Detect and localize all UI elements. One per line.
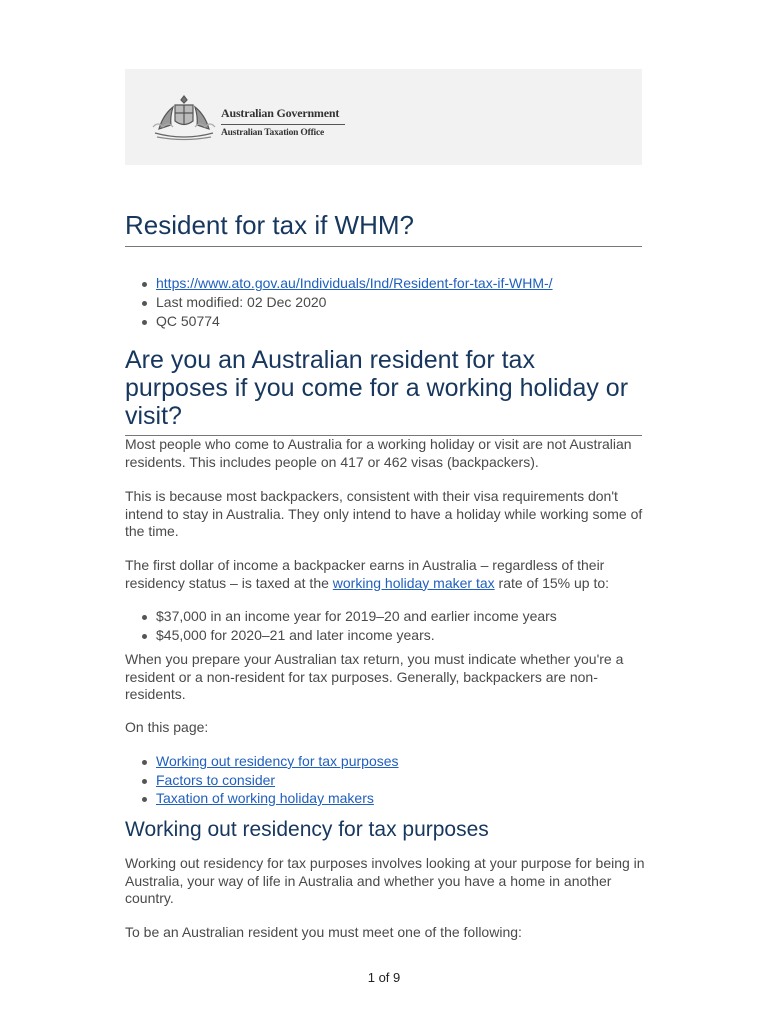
toc-link-taxation[interactable]: Taxation of working holiday makers — [156, 790, 374, 806]
paragraph-tax-rate — [125, 557, 645, 592]
paragraph-requirements: To be an Australian resident you must meet one of the following: — [125, 924, 522, 940]
paragraph-text: rate of 15% up to: — [494, 574, 610, 591]
agency-name: Australian Taxation Office — [221, 128, 325, 138]
qc-number: QC 50774 — [125, 312, 553, 331]
section-heading-residency: Working out residency for tax purposes — [125, 818, 489, 841]
paragraph-intro: Most people who come to Australia for a working holiday or visit are not Australian residents. This includes people on 417 or 462 visas (backpackers). — [125, 436, 632, 470]
list-item: $37,000 in an income year for 2019–20 and earlier income years — [125, 607, 557, 626]
working-holiday-maker-tax-link[interactable]: working holiday maker tax — [332, 574, 495, 591]
rate-list — [125, 607, 557, 644]
last-modified: Last modified: 02 Dec 2020 — [125, 293, 553, 312]
paragraph-tax-return: When you prepare your Australian tax return, you must indicate whether you're a resident or a non-resident for tax purposes. Generally, backpackers are non-residents. — [125, 651, 624, 702]
list-item — [125, 789, 399, 808]
page-counter: 1 of 9 — [367, 970, 401, 985]
list-item: $45,000 for 2020–21 and later income years. — [125, 626, 557, 645]
paragraph-text: The first dollar of income a backpacker earns in Australia – regardless of their residency status – is taxed at the — [125, 557, 605, 591]
section-heading: Are you an Australian resident for tax purposes if you come for a working holiday or visit? — [125, 346, 642, 436]
toc-link-working-out-residency[interactable]: Working out residency for tax purposes — [156, 753, 399, 769]
list-item — [125, 771, 399, 790]
list-item — [125, 752, 399, 771]
paragraph-backpackers: This is because most backpackers, consistent with their visa requirements don't intend to stay in Australia. They only intend to have a holiday while working some of the time. — [125, 488, 643, 539]
toc-link-factors[interactable]: Factors to consider — [156, 771, 276, 788]
agency-logo-text — [221, 106, 345, 138]
table-of-contents — [125, 752, 399, 808]
header-banner — [125, 69, 642, 165]
on-this-page-label: On this page: — [125, 719, 209, 735]
coat-of-arms-icon — [151, 93, 217, 141]
gov-name: Australian Government — [221, 106, 345, 125]
page-title: Resident for tax if WHM? — [125, 209, 642, 247]
page-url-link[interactable]: https://www.ato.gov.au/Individuals/Ind/Resident-for-tax-if-WHM-/ — [156, 275, 553, 291]
page-meta-list — [125, 274, 553, 331]
paragraph-residency: Working out residency for tax purposes involves looking at your purpose for being in Australia, your way of life in Australia and whether you have a home in another country. — [125, 855, 645, 906]
list-item — [125, 274, 553, 293]
